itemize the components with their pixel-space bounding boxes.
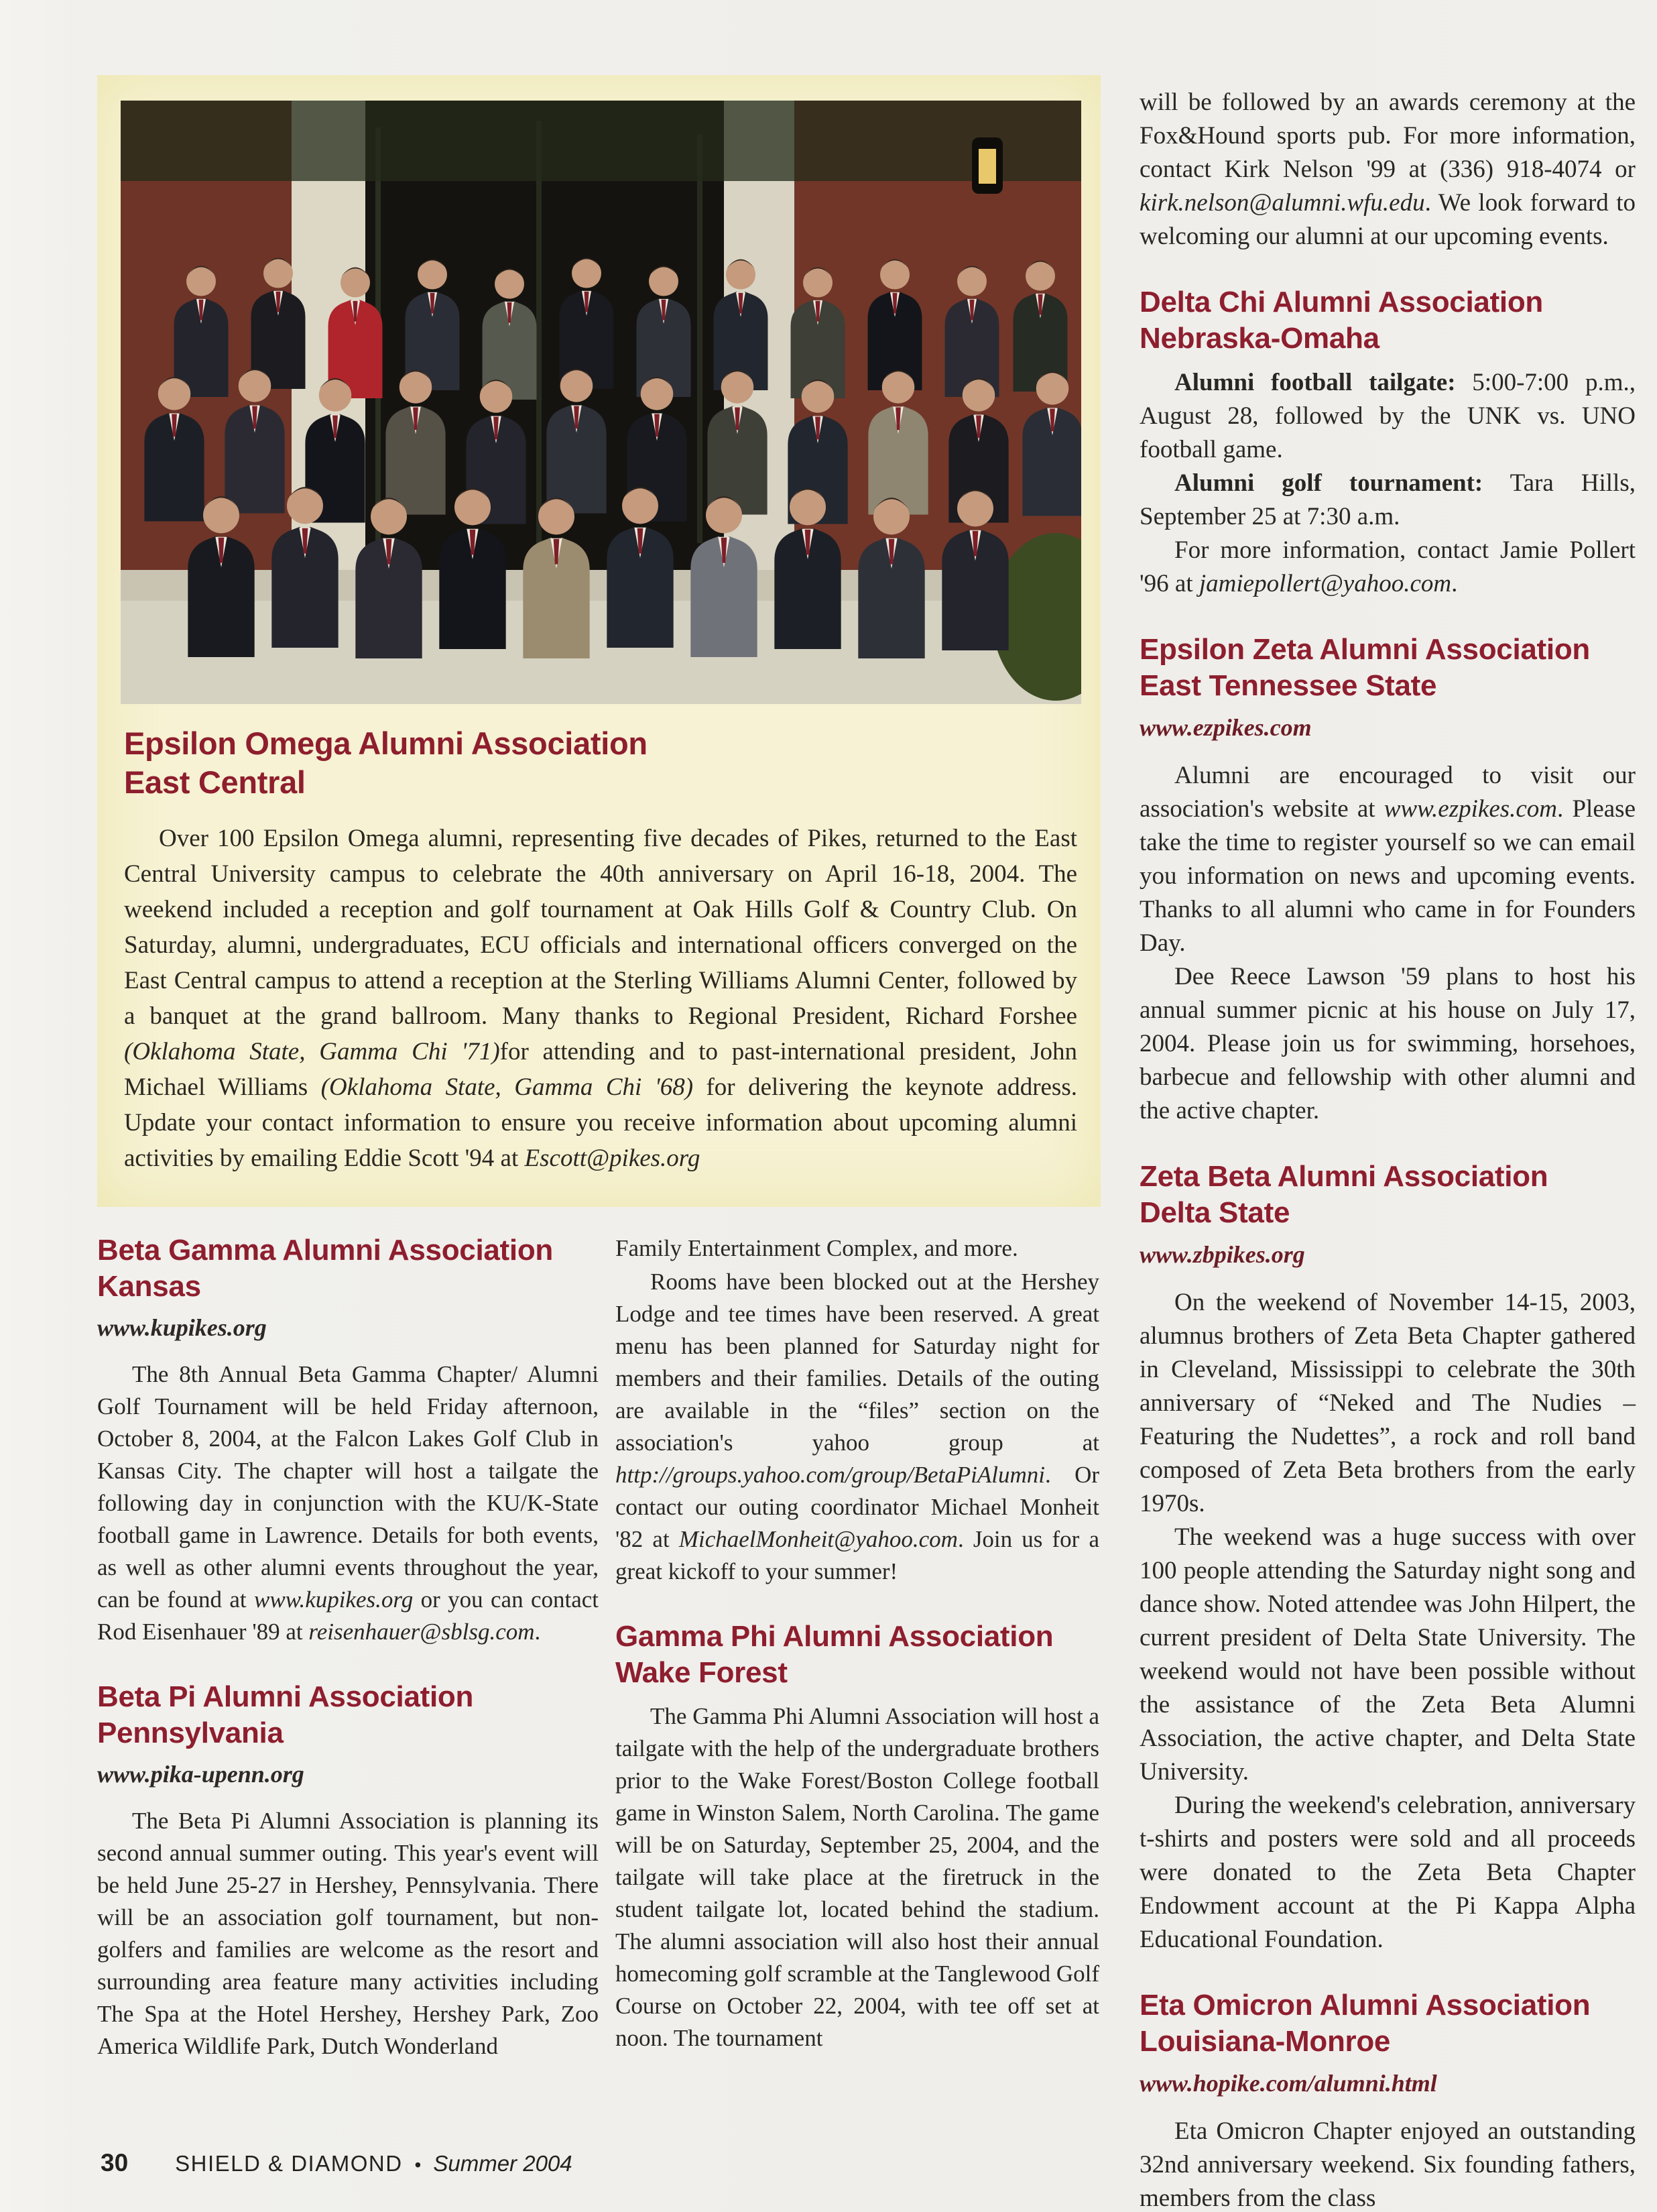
section-heading-line2: Kansas	[97, 1270, 201, 1303]
section-url: www.ezpikes.com	[1140, 714, 1312, 741]
section-paragraph: The Beta Pi Alumni Association is planning its second annual summer outing. This year's event will be held June 25-27 in Hershey, Pennsylvania. There will be an association golf tournament, but non-golfers and families are welcome as the resort and surrounding area feature many activities including The Spa at the Hotel Hershey, Hershey Park, Zoo America Wildlife Park, Dutch Wonderland	[97, 1808, 599, 2059]
footer-separator: •	[414, 2154, 422, 2175]
section-paragraph: Rooms have been blocked out at the Hershey Lodge and tee times have been reserved. A great menu has been planned for Saturday night for members and their families. Details of the outing are available in the “files” section on the association's yahoo group at http://groups.yahoo.com/group/BetaPiAlumni. Or contact our outing coordinator Michael Monheit '82 at MichaelMonheit@yahoo.com. Join us for a great kickoff to your summer!	[615, 1269, 1099, 1584]
featured-article-panel	[97, 75, 1101, 1207]
section-eta-omicron	[1140, 1987, 1636, 2212]
featured-paragraph: Over 100 Epsilon Omega alumni, representing five decades of Pikes, returned to the East Central University campus to celebrate the 40th anniversary on April 16-18, 2004. The weekend included a reception and golf tournament at Oak Hills Golf & Country Club. On Saturday, alumni, undergraduates, ECU officials and international officers converged on the East Central campus to attend a reception at the Sterling Williams Alumni Center, followed by a banquet at the grand ballroom. Many thanks to Regional President, Richard Forshee (Oklahoma State, Gamma Chi '71)for attending and to past-international president, John Michael Williams (Oklahoma State, Gamma Chi '68) for delivering the keynote address. Update your contact information to ensure you receive information about upcoming alumni activities by emailing Eddie Scott '94 at Escott@pikes.org	[124, 825, 1077, 1172]
section-heading-line2: Delta State	[1140, 1196, 1290, 1229]
section-paragraph: During the weekend's celebration, anniversary t-shirts and posters were sold and all proceeds were donated to the Zeta Beta Chapter Endowment account at the Pi Kappa Alpha Educational Foundation.	[1140, 1792, 1636, 1953]
section-heading-line2: Pennsylvania	[97, 1716, 284, 1749]
section-heading	[1140, 632, 1636, 704]
section-beta-pi	[97, 1679, 599, 2062]
featured-heading	[124, 724, 648, 802]
section-delta-chi	[1140, 284, 1636, 601]
column-right	[1140, 86, 1636, 2212]
section-paragraph: On the weekend of November 14-15, 2003, alumnus brothers of Zeta Beta Chapter gathered in Cleveland, Mississippi to celebrate the 30th anniversary of “Neked and The Nudies – Featuring the Nudettes”, a rock and roll band composed of Zeta Beta brothers from the early 1970s.	[1140, 1289, 1636, 1517]
magazine-title: SHIELD & DIAMOND	[175, 2151, 403, 2176]
column-left	[97, 1232, 599, 2062]
section-url: www.zbpikes.org	[1140, 1241, 1305, 1268]
section-heading-line2: Nebraska-Omaha	[1140, 322, 1379, 355]
section-heading-line1: Delta Chi Alumni Association	[1140, 286, 1543, 318]
section-heading	[1140, 1987, 1636, 2060]
section-paragraph: Eta Omicron Chapter enjoyed an outstanding 32nd anniversary weekend. Six founding fathers, members from the class	[1140, 2117, 1636, 2212]
issue-label: Summer 2004	[433, 2151, 572, 2176]
section-url: www.hopike.com/alumni.html	[1140, 2070, 1437, 2097]
section-heading-line2: East Tennessee State	[1140, 669, 1437, 702]
page-footer	[101, 2149, 572, 2177]
section-paragraph: Alumni are encouraged to visit our association's website at www.ezpikes.com. Please take the time to register yourself so we can email you information on news and upcoming events. Thanks to all alumni who came in for Founders Day.	[1140, 762, 1636, 957]
section-heading	[1140, 284, 1636, 357]
section-paragraph: The 8th Annual Beta Gamma Chapter/ Alumni Golf Tournament will be held Friday afternoon, October 8, 2004, at the Falcon Lakes Golf Club in Kansas City. The chapter will host a tailgate the following day in conjunction with the KU/K-State football game in Lawrence. Details for both events, as well as other alumni events throughout the year, can be found at www.kupikes.org or you can contact Rod Eisenhauer '89 at reisenhauer@sblsg.com.	[97, 1361, 599, 1645]
section-url: www.pika-upenn.org	[97, 1761, 304, 1788]
section-paragraph: The Gamma Phi Alumni Association will host a tailgate with the help of the undergraduate brothers prior to the Wake Forest/Boston College football game in Winston Salem, North Carolina. The game will be on Saturday, September 25, 2004, and the tailgate will take place at the firetruck in the student tailgate lot, located behind the stadium. The alumni association will also host their annual homecoming golf scramble at the Tanglewood Golf Course on October 22, 2004, with tee off set at noon. The tournament	[615, 1703, 1099, 2051]
featured-heading-line1: Epsilon Omega Alumni Association	[124, 725, 648, 761]
section-heading-line2: Louisiana-Monroe	[1140, 2025, 1391, 2058]
section-paragraph: For more information, contact Jamie Pollert '96 at jamiepollert@yahoo.com.	[1140, 536, 1636, 597]
section-heading-line1: Beta Pi Alumni Association	[97, 1680, 474, 1713]
section-paragraph: Alumni golf tournament: Tara Hills, September 25 at 7:30 a.m.	[1140, 469, 1636, 530]
section-heading	[615, 1619, 1099, 1691]
continuation-paragraph: will be followed by an awards ceremony at the Fox&Hound sports pub. For more information, contact Kirk Nelson '99 at (336) 918-4074 or kirk.nelson@alumni.wfu.edu. We look forward to welcoming our alumni at our upcoming events.	[1140, 89, 1636, 250]
section-heading-line1: Gamma Phi Alumni Association	[615, 1620, 1054, 1653]
section-heading-line2: Wake Forest	[615, 1656, 788, 1689]
section-paragraph: Dee Reece Lawson '59 plans to host his annual summer picnic at his house on July 17, 2004. Please join us for swimming, horsehoes, barbecue and fellowship with other alumni and the active chapter.	[1140, 963, 1636, 1124]
section-heading-line1: Zeta Beta Alumni Association	[1140, 1160, 1548, 1193]
page-number: 30	[101, 2149, 129, 2176]
section-zeta-beta	[1140, 1159, 1636, 1957]
section-paragraph: Alumni football tailgate: 5:00-7:00 p.m., August 28, followed by the UNK vs. UNO football game.	[1140, 369, 1636, 463]
section-heading-line1: Beta Gamma Alumni Association	[97, 1234, 553, 1267]
section-paragraph: The weekend was a huge success with over 100 people attending the Saturday night song and dance show. Noted attendee was John Hilpert, the current president of Delta State University. The weekend would not have been possible without the assistance of the Zeta Beta Alumni Association, the active chapter, and Delta State University.	[1140, 1523, 1636, 1786]
section-gamma-phi	[615, 1619, 1099, 2054]
featured-heading-line2: East Central	[124, 764, 306, 800]
section-epsilon-zeta	[1140, 632, 1636, 1128]
column-middle	[615, 1232, 1099, 2054]
alumni-group-photo	[121, 101, 1081, 704]
section-heading	[97, 1232, 599, 1305]
section-beta-gamma	[97, 1232, 599, 1648]
section-heading	[1140, 1159, 1636, 1231]
section-heading-line1: Epsilon Zeta Alumni Association	[1140, 633, 1590, 666]
section-heading	[97, 1679, 599, 1751]
section-heading-line1: Eta Omicron Alumni Association	[1140, 1989, 1591, 2022]
continuation-paragraph: Family Entertainment Complex, and more.	[615, 1235, 1018, 1261]
section-url: www.kupikes.org	[97, 1314, 267, 1341]
